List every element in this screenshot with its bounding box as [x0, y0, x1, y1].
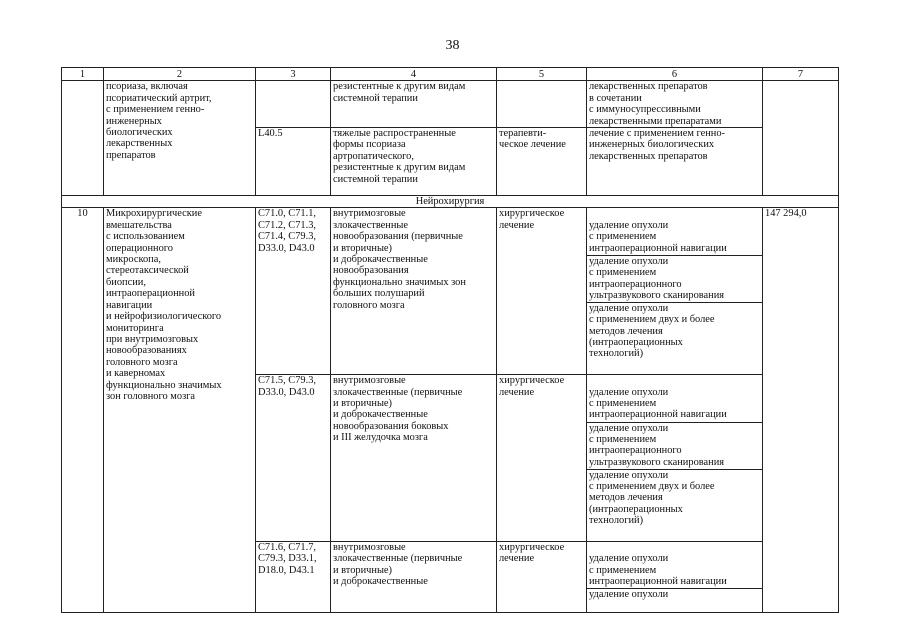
patient-model-cell: внутримозговые злокачественные новообразования (первичные и вторичные) и доброкачественные новообразования функционально значимых зон больших полушарий головного мозга — [331, 208, 497, 375]
column-number: 3 — [256, 68, 331, 81]
column-number-row — [62, 68, 839, 81]
patient-model-cell: внутримозговые злокачественные (первичные и вторичные) и доброкачественные новообразования боковых и III желудочка мозга — [331, 375, 497, 542]
column-number: 6 — [587, 68, 763, 81]
patient-model-cell: тяжелые распространенные формы псориаза артропатического, резистентные к другим видам системной терапии — [331, 128, 497, 196]
table-row — [62, 208, 839, 375]
diagnosis-codes-cell: L40.5 — [256, 128, 331, 196]
row-number-cell — [62, 81, 104, 196]
treatment-method-cell — [587, 542, 763, 613]
method-item: удаление опухоли с применением интраоперационного ультразвукового сканирования — [587, 255, 762, 302]
price-cell — [763, 81, 839, 196]
diagnosis-codes-cell — [256, 81, 331, 128]
treatment-method-cell: лекарственных препаратов в сочетании с иммуносупрессивными лекарственными препаратами — [587, 81, 763, 128]
treatment-method-cell — [587, 208, 763, 375]
methods-list — [587, 220, 762, 363]
treatment-type-cell: хирургическое лечение — [497, 542, 587, 613]
column-number: 1 — [62, 68, 104, 81]
intervention-name-cell: Микрохирургические вмешательства с использованием операционного микроскопа, стереотаксической биопсии, интраоперационной навигации и нейрофизиологического мониторинга при внутримозговых новообразованиях головного мозга и каверномах функционально значимых зон головного мозга — [104, 208, 256, 613]
section-title: Нейрохирургия — [62, 196, 839, 208]
treatment-method-cell: лечение с применением генно- инженерных биологических лекарственных препаратов — [587, 128, 763, 196]
row-number-cell: 10 — [62, 208, 104, 613]
page-number: 38 — [445, 38, 460, 53]
price-cell: 147 294,0 — [763, 208, 839, 613]
treatment-type-cell: хирургическое лечение — [497, 208, 587, 375]
intervention-name-cell: псориаза, включая псориатический артрит, с применением генно- инженерных биологических лекарственных препаратов — [104, 81, 256, 196]
diagnosis-codes-cell: C71.0, C71.1, C71.2, C71.3, C71.4, C79.3, D33.0, D43.0 — [256, 208, 331, 375]
column-number: 2 — [104, 68, 256, 81]
medical-care-table — [61, 67, 839, 613]
column-number: 4 — [331, 68, 497, 81]
method-item: удаление опухоли — [589, 589, 669, 601]
column-number: 7 — [763, 68, 839, 81]
diagnosis-codes-cell: C71.6, C71.7, C79.3, D33.1, D18.0, D43.1 — [256, 542, 331, 613]
diagnosis-codes-cell: C71.5, C79.3, D33.0, D43.0 — [256, 375, 331, 542]
treatment-type-cell — [497, 81, 587, 128]
patient-model-cell: внутримозговые злокачественные (первичные и вторичные) и доброкачественные — [331, 542, 497, 613]
method-item: удаление опухоли с применением двух и более методов лечения (интраоперационных технологий) — [589, 469, 715, 527]
treatment-type-cell: хирургическое лечение — [497, 375, 587, 542]
patient-model-cell: резистентные к другим видам системной терапии — [331, 81, 497, 128]
method-item: удаление опухоли с применением интраоперационной навигации — [587, 553, 762, 589]
method-item: удаление опухоли с применением двух и более методов лечения (интраоперационных технологий) — [589, 302, 715, 360]
method-item: удаление опухоли с применением интраоперационного ультразвукового сканирования — [587, 422, 762, 469]
table-row — [62, 81, 839, 128]
method-item: удаление опухоли с применением интраоперационной навигации — [587, 220, 762, 256]
methods-list — [587, 553, 762, 600]
treatment-method-cell — [587, 375, 763, 542]
column-number: 5 — [497, 68, 587, 81]
method-item: удаление опухоли с применением интраоперационной навигации — [587, 387, 762, 423]
methods-list — [587, 387, 762, 530]
treatment-type-cell: терапевти- ческое лечение — [497, 128, 587, 196]
section-row — [62, 196, 839, 208]
